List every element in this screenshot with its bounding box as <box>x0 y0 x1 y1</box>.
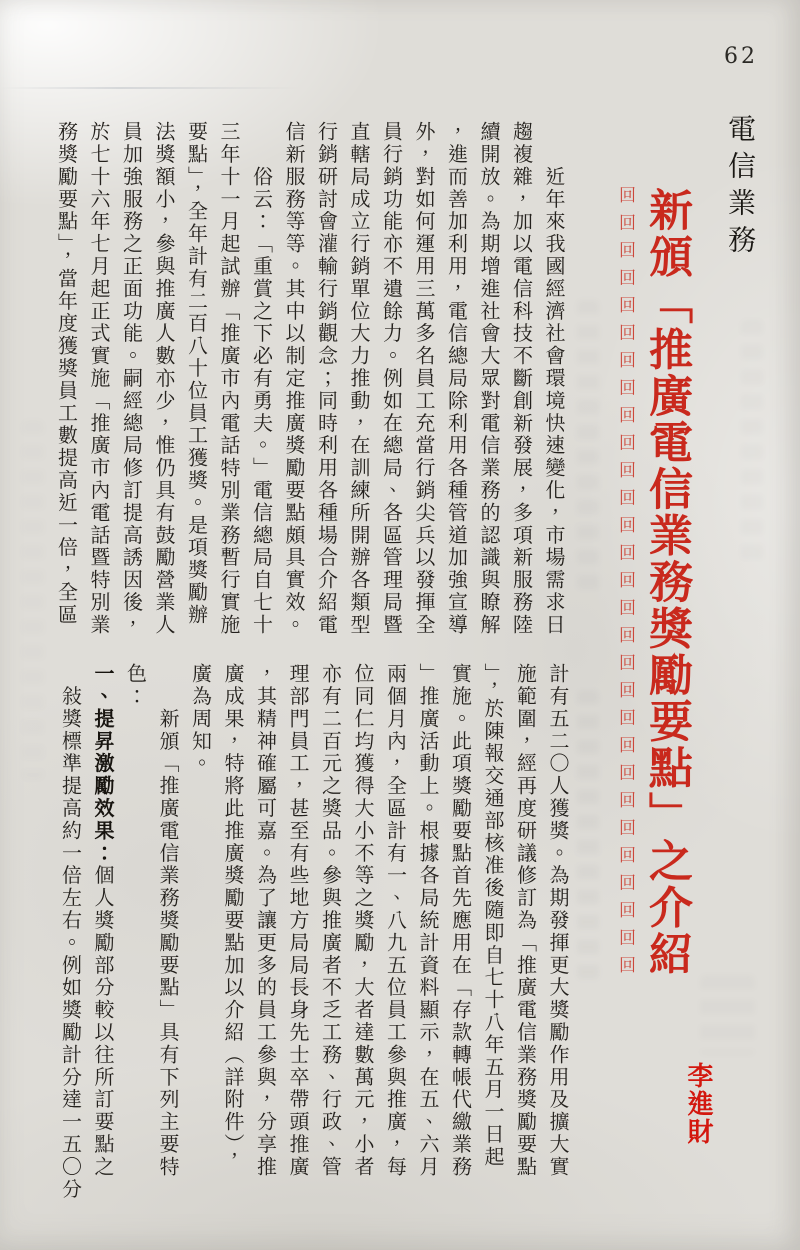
text-column: 外，對如何運用三萬多名員工充當行銷尖兵以發揮全 <box>412 121 434 637</box>
text-column: 員行銷功能亦不遺餘力。例如在總局、各區管理局暨 <box>379 121 402 637</box>
text-column: 行銷研討會灌輸行銷觀念；同時利用各種場合介紹電 <box>314 121 337 637</box>
bleed-through-smudge <box>22 420 44 780</box>
text-column: 廣成果，特將此推廣獎勵要點加以介紹（詳附件）， <box>221 663 243 1169</box>
text-column: 法獎額小，參與推廣人數亦少，惟仍具有鼓勵營業人 <box>152 121 174 637</box>
text-column: 員加強服務之正面功能。嗣經總局修訂提高誘因後， <box>119 121 142 637</box>
text-column: 敍獎標準提高約一倍左右。例如獎勵計分達一五〇分 <box>58 663 81 1201</box>
text-column: 趨複雜，加以電信科技不斷創新發展，多項新服務陸 <box>509 121 532 637</box>
upper-text-block <box>49 121 569 641</box>
text-column: 」推廣活動上。根據各局統計資料顯示，在五、六月 <box>416 663 438 1179</box>
bleed-through-smudge <box>741 320 763 570</box>
meander-border-ornament: 回回回回回回回回回回回回回回回回回回回回回回回回回回回回回 <box>616 186 635 984</box>
bleed-through-smudge <box>577 690 599 980</box>
text-column: 務獎勵要點」，當年度獲獎員工數提高近一倍，全區 <box>54 121 77 627</box>
text-column: 理部門員工，甚至有些地方局局長身先士卒帶頭推廣 <box>286 663 308 1179</box>
text-column: 實施。此項獎勵要點首先應用在「存款轉帳代繳業務 <box>448 663 471 1179</box>
text-column: 直轄局成立行銷單位大力推動，在訓練所開辦各類型 <box>347 121 369 637</box>
section-title: 電信業務 <box>724 114 755 262</box>
text-column: 一、提昇激勵效果：個人獎勵部分較以往所訂要點之 <box>91 663 113 1179</box>
text-column: 新頒「推廣電信業務獎勵要點」具有下列主要特 <box>156 663 178 1179</box>
scan-crease-line <box>0 87 300 89</box>
text-column: 信新服務等等。其中以制定推廣獎勵要點頗具實效。 <box>282 121 304 637</box>
text-column: ，其精神確屬可嘉。為了讓更多的員工參與，分享推 <box>253 663 276 1179</box>
page-number: 62 <box>724 44 758 69</box>
text-column: 續開放。為期增進社會大眾對電信業務的認識與瞭解 <box>477 121 499 637</box>
author-name: 李進財 <box>684 1062 714 1146</box>
text-column: ，進而善加利用，電信總局除利用各種管道加強宣導 <box>444 121 467 637</box>
text-column: 施範圍，經再度研議修訂為「推廣電信業務獎勵要點 <box>513 663 536 1179</box>
article-title: 新頒「推廣電信業務獎勵要點」之介紹 <box>642 187 691 978</box>
text-column: 要點」，全年計有二百八十位員工獲獎。是項獎勵辦 <box>184 121 207 627</box>
text-column: 俗云：「重賞之下必有勇夫。」電信總局自七十 <box>249 121 272 637</box>
text-column: 近年來我國經濟社會環境快速變化，市場需求日 <box>542 121 564 637</box>
text-column: 於七十六年七月起正式實施「推廣市內電話暨特別業 <box>87 121 109 637</box>
text-column: 計有五二〇人獲獎。為期發揮更大獎勵作用及擴大實 <box>546 663 568 1179</box>
bleed-through-smudge <box>700 975 755 1055</box>
lower-text-block <box>53 663 573 1201</box>
text-column: 兩個月內，全區計有一、八九五位員工參與推廣，每 <box>383 663 406 1179</box>
text-column: 廣為周知。 <box>188 663 211 775</box>
text-column: 亦有二百元之獎品。參與推廣者不乏工務、行政、管 <box>318 663 341 1179</box>
text-column: 色： <box>123 663 146 708</box>
text-column: 」，於陳報交通部核准後隨即自七十八年五月一日起 <box>481 663 503 1169</box>
text-column: 三年十一月起試辦「推廣市內電話特別業務暫行實施 <box>217 121 239 637</box>
text-column: 位同仁均獲得大小不等之獎勵，大者達數萬元，小者 <box>351 663 373 1179</box>
bleed-through-smudge <box>577 300 599 600</box>
